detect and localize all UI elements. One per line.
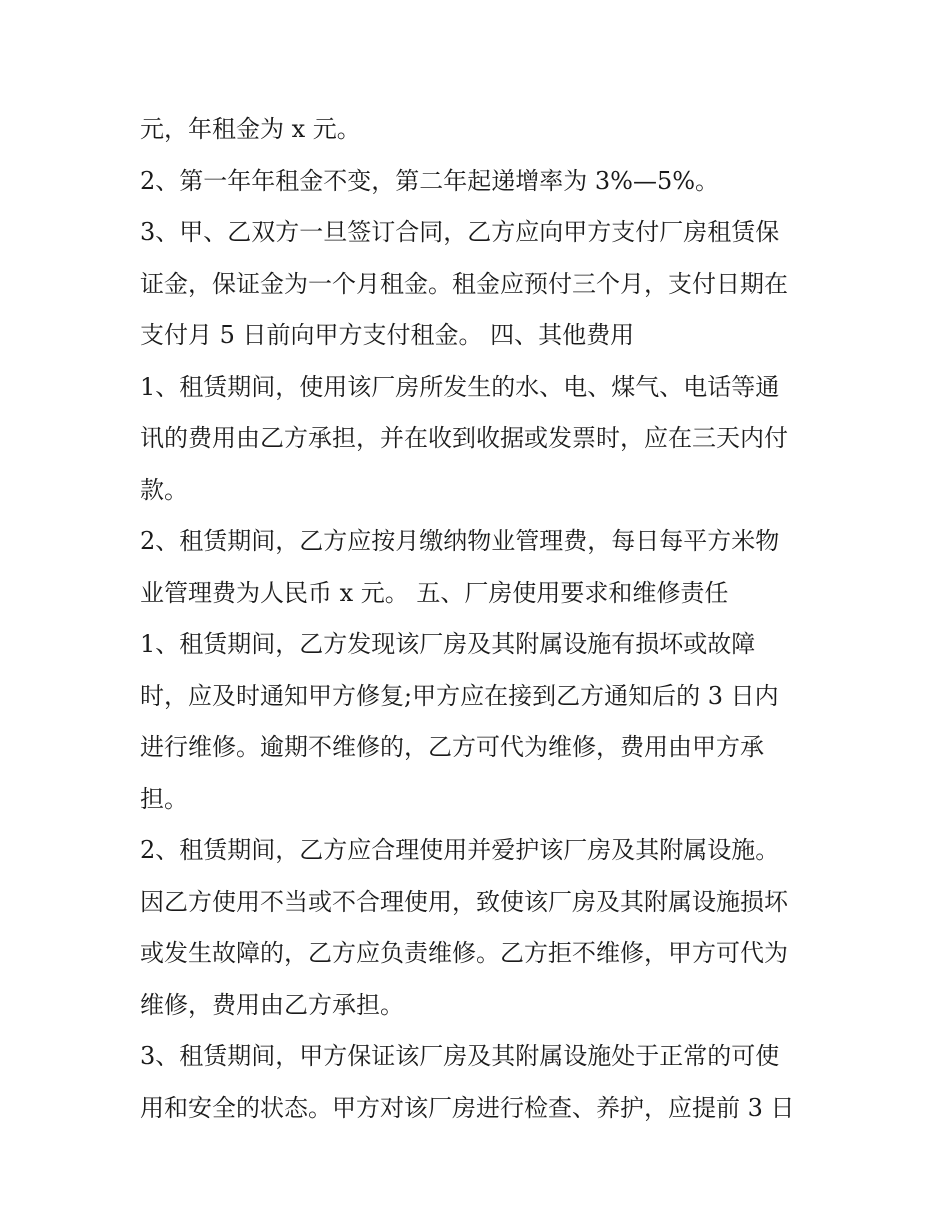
text-line: 支付月 5 日前向甲方支付租金。 四、其他费用: [140, 321, 635, 349]
text-line: 3、甲、乙双方一旦签订合同，乙方应向甲方支付厂房租赁保: [140, 218, 780, 246]
text-line: 2、第一年年租金不变，第二年起递增率为 3%—5%。: [140, 166, 720, 195]
text-line: 进行维修。逾期不维修的，乙方可代为维修，费用由甲方承: [140, 733, 764, 761]
text-line: 证金，保证金为一个月租金。租金应预付三个月，支付日期在: [140, 269, 788, 298]
text-line: 1、租赁期间，使用该厂房所发生的水、电、煤气、电话等通: [140, 372, 780, 401]
text-line: 时，应及时通知甲方修复;甲方应在接到乙方通知后的 3 日内: [140, 681, 779, 710]
text-line: 3、租赁期间，甲方保证该厂房及其附属设施处于正常的可使: [140, 1042, 780, 1070]
text-line: 2、租赁期间，乙方应合理使用并爱护该厂房及其附属设施。: [140, 836, 780, 864]
text-line: 讯的费用由乙方承担，并在收到收据或发票时，应在三天内付: [140, 424, 788, 452]
text-line: 用和安全的状态。甲方对该厂房进行检查、养护，应提前 3 日: [140, 1093, 795, 1122]
text-line: 因乙方使用不当或不合理使用，致使该厂房及其附属设施损坏: [140, 887, 788, 916]
contract-text-body: [140, 104, 840, 1134]
text-line: 元，年租金为 x 元。: [140, 115, 361, 143]
text-line: 业管理费为人民币 x 元。 五、厂房使用要求和维修责任: [140, 578, 729, 607]
text-line: 或发生故障的，乙方应负责维修。乙方拒不维修，甲方可代为: [140, 939, 788, 967]
text-line: 款。: [140, 475, 188, 504]
text-line: 维修，费用由乙方承担。: [140, 990, 404, 1019]
text-line: 担。: [140, 784, 188, 813]
text-line: 1、租赁期间，乙方发现该厂房及其附属设施有损坏或故障: [140, 630, 756, 658]
text-line: 2、租赁期间，乙方应按月缴纳物业管理费，每日每平方米物: [140, 527, 780, 555]
